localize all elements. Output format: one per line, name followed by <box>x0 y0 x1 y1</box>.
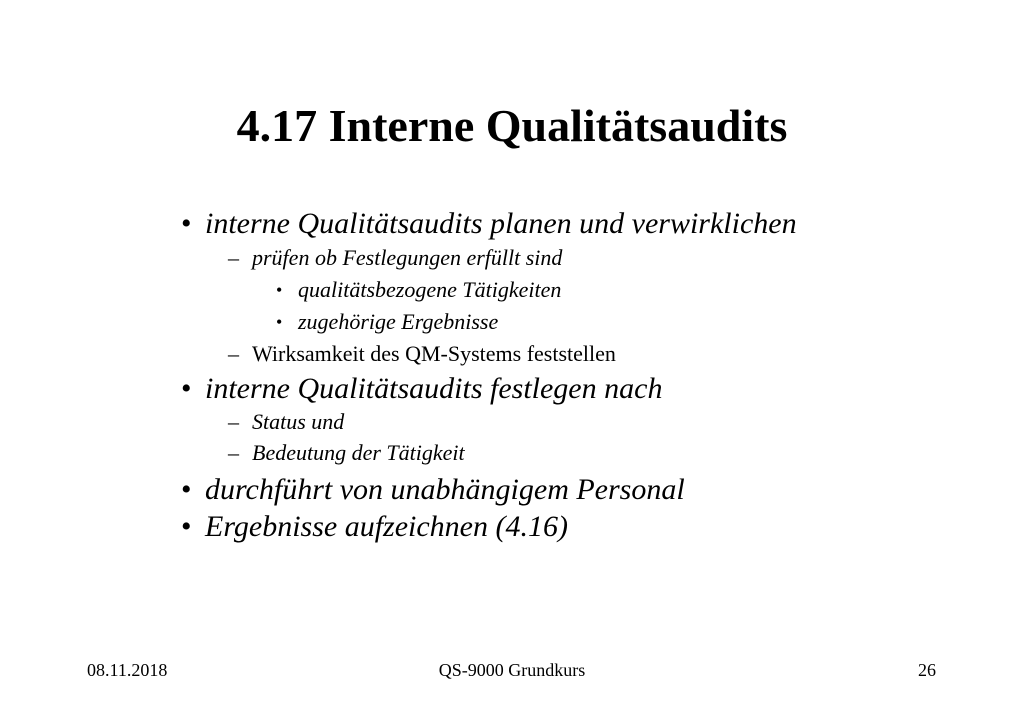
bullet-marker: • <box>181 372 192 405</box>
bullet-marker: • <box>181 473 192 506</box>
footer-course: QS-9000 Grundkurs <box>438 660 586 680</box>
bullet-text: interne Qualitätsaudits festlegen nach <box>205 372 663 405</box>
sub-item-text: prüfen ob Festlegungen erfüllt sind <box>252 245 563 270</box>
dash-marker: – <box>228 440 239 465</box>
page-number: 26 <box>918 660 936 680</box>
bullet-marker: • <box>181 207 192 240</box>
dash-marker: – <box>228 245 239 270</box>
bullet-marker: • <box>181 510 192 543</box>
bullet-text: durchführt von unabhängigem Personal <box>205 473 685 506</box>
bullet-text: interne Qualitätsaudits planen und verwirklichen <box>205 207 797 240</box>
footer-date: 08.11.2018 <box>87 660 168 680</box>
sub-item-text: Wirksamkeit des QM-Systems feststellen <box>252 341 616 366</box>
sub-sub-item-text: zugehörige Ergebnisse <box>298 309 499 334</box>
sub-item-text: Bedeutung der Tätigkeit <box>252 440 465 465</box>
sub-item-text: Status und <box>252 409 345 434</box>
bullet-text: Ergebnisse aufzeichnen (4.16) <box>205 510 568 543</box>
bullet-marker: • <box>276 280 283 300</box>
sub-sub-item-text: qualitätsbezogene Tätigkeiten <box>298 277 562 302</box>
dash-marker: – <box>228 341 239 366</box>
dash-marker: – <box>228 409 239 434</box>
slide-title: 4.17 Interne Qualitätsaudits <box>236 100 788 151</box>
bullet-marker: • <box>276 312 283 332</box>
